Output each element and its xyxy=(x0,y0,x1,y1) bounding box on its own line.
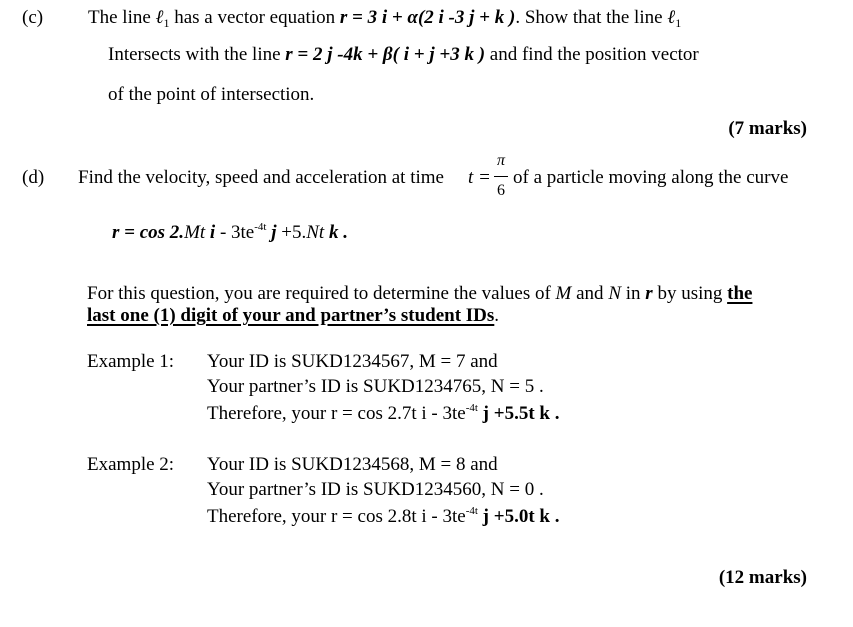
vector-equation-2: r = 2 j -4k + β( i + j +3 k ) xyxy=(285,44,486,65)
instruction-line-2: last one (1) digit of your and partner’s student IDs. xyxy=(87,305,500,326)
example-2-line-3: Therefore, your r = cos 2.8t i - $3te^{-4t}$ j +5.0t k . xyxy=(207,505,560,527)
part-d-question-start: Find the velocity, speed and acceleration at time xyxy=(78,167,444,188)
instruction-line-1: For this question, you are required to determine the values of M and N in r by using the xyxy=(87,283,753,304)
part-d-question-end: of a particle moving along the curve xyxy=(513,167,789,188)
part-d-label: (d) xyxy=(22,167,45,188)
example-1-line-2: Your partner’s ID is SUKD1234765, N = 5 . xyxy=(207,376,544,397)
time-variable: t = xyxy=(468,167,491,188)
example-1-line-3: Therefore, your r = cos 2.7t i - $3te^{-4t}$ j +5.5t k . xyxy=(207,402,560,424)
vector-equation-1: r = 3 i + α(2 i -3 j + k ) xyxy=(339,7,516,28)
part-c-line-3: of the point of intersection. xyxy=(108,84,315,105)
part-c-line-2: Intersects with the line r = 2 j -4k + β( i + j +3 k ) and find the position vector xyxy=(108,44,699,65)
example-2-line-1: Your ID is SUKD1234568, M = 8 and xyxy=(207,454,498,475)
part-d-marks: (12 marks) xyxy=(718,567,807,588)
example-1-line-1: Your ID is SUKD1234567, M = 7 and xyxy=(207,351,498,372)
example-1-label: Example 1: xyxy=(87,351,175,372)
part-c-label: (c) xyxy=(22,7,44,28)
example-2-label: Example 2: xyxy=(87,454,175,475)
curve-equation: r = cos 2.Mt i - $3te^{-4t}$ j +5.Nt k . xyxy=(112,221,348,243)
fraction-bar xyxy=(494,176,508,177)
fraction-numerator: π xyxy=(496,152,505,169)
fraction-denominator: 6 xyxy=(497,182,505,199)
example-2-line-2: Your partner’s ID is SUKD1234560, N = 0 . xyxy=(207,479,544,500)
part-c-line-1: The line ℓ$_1$ has a vector equation r = 3 i + α(2 i -3 j + k ). Show that the line ℓ$_1$ xyxy=(88,7,682,30)
part-c-marks: (7 marks) xyxy=(728,118,807,139)
